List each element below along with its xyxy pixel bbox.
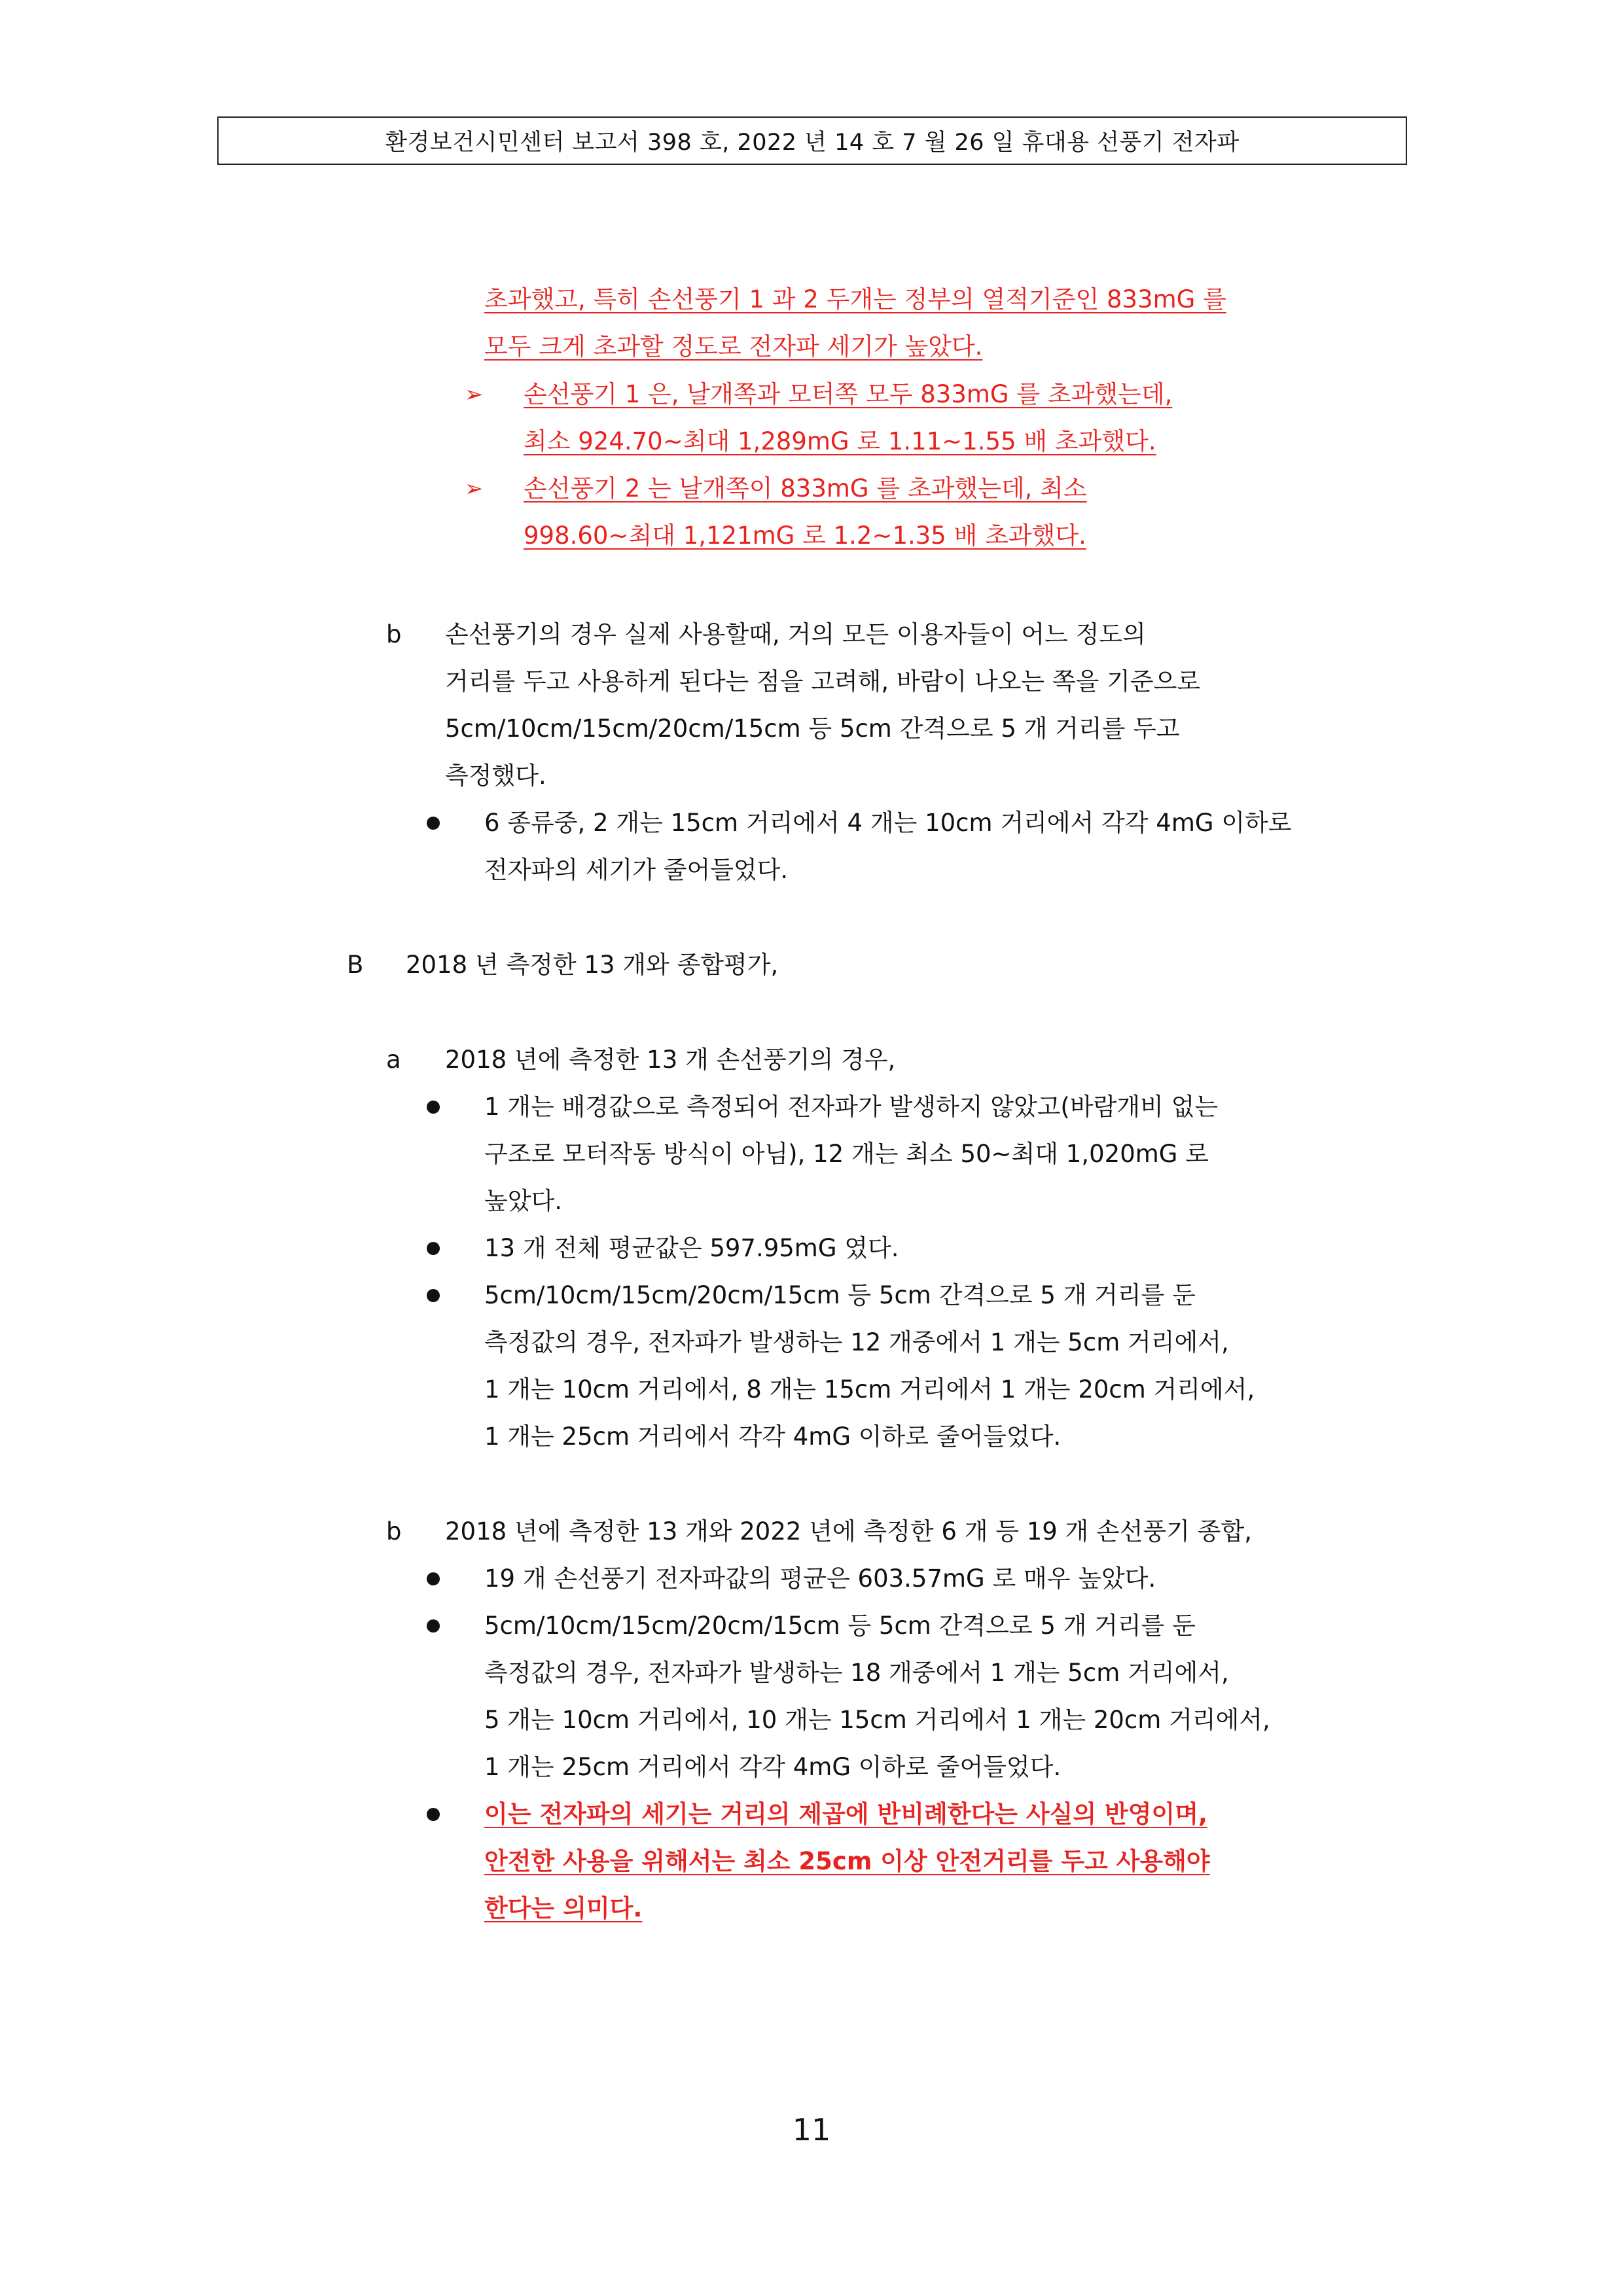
item-a-bullet-3-line-2: 측정값의 경우, 전자파가 발생하는 12 개중에서 1 개는 5cm 거리에서, <box>484 1328 1229 1356</box>
item-b1-line-3: 5cm/10cm/15cm/20cm/15cm 등 5cm 간격으로 5 개 거리를 두고 <box>445 715 1180 743</box>
section-B-title: 2018 년 측정한 13 개와 종합평가, <box>406 951 779 979</box>
arrow-bullet-icon: ➢ <box>465 381 484 408</box>
item-b1-line-2: 거리를 두고 사용하게 된다는 점을 고려해, 바람이 나오는 쪽을 기준으로 <box>445 667 1201 696</box>
page-number: 11 <box>792 2112 831 2147</box>
bullet-dot-icon <box>427 1619 440 1633</box>
item-b2-title: 2018 년에 측정한 13 개와 2022 년에 측정한 6 개 등 19 개 손선풍기 종합, <box>445 1517 1253 1545</box>
bullet-dot-icon <box>427 1572 440 1585</box>
bullet-dot-icon <box>427 1242 440 1255</box>
item-a-bullet-1-line-1: 1 개는 배경값으로 측정되어 전자파가 발생하지 않았고(바람개비 없는 <box>484 1093 1219 1121</box>
item-a-title: 2018 년에 측정한 13 개 손선풍기의 경우, <box>445 1046 896 1074</box>
item-marker-b: b <box>386 1517 402 1545</box>
bullet-dot-icon <box>427 1808 440 1821</box>
conclusion-line-2: 안전한 사용을 위해서는 최소 25cm 이상 안전거리를 두고 사용해야 <box>484 1847 1210 1875</box>
item-a-bullet-2-line-1: 13 개 전체 평균값은 597.95mG 였다. <box>484 1234 899 1262</box>
item-a-bullet-3-line-4: 1 개는 25cm 거리에서 각각 4mG 이하로 줄어들었다. <box>484 1422 1061 1451</box>
item-b2-bullet-2-line-3: 5 개는 10cm 거리에서, 10 개는 15cm 거리에서 1 개는 20cm 거리에서, <box>484 1706 1270 1734</box>
item-b1-bullet-line-2: 전자파의 세기가 줄어들었다. <box>484 856 789 884</box>
arrow-bullet-icon: ➢ <box>465 476 484 502</box>
conclusion-line-3: 한다는 의미다. <box>484 1894 643 1922</box>
report-header <box>217 116 1407 165</box>
item-b1-line-1: 손선풍기의 경우 실제 사용할때, 거의 모든 이용자들이 어느 정도의 <box>445 620 1146 648</box>
sub-item-2-line-1: 손선풍기 2 는 날개쪽이 833mG 를 초과했는데, 최소 <box>524 474 1087 503</box>
sub-item-2-line-2: 998.60~최대 1,121mG 로 1.2~1.35 배 초과했다. <box>524 521 1086 550</box>
bullet-dot-icon <box>427 1289 440 1302</box>
item-b2-bullet-2-line-2: 측정값의 경우, 전자파가 발생하는 18 개중에서 1 개는 5cm 거리에서, <box>484 1659 1229 1687</box>
bullet-dot-icon <box>427 1101 440 1114</box>
item-marker-a: a <box>386 1046 401 1074</box>
item-a-bullet-1-line-2: 구조로 모터작동 방식이 아님), 12 개는 최소 50~최대 1,020mG 로 <box>484 1140 1209 1168</box>
intro-line-1: 초과했고, 특히 손선풍기 1 과 2 두개는 정부의 열적기준인 833mG 를 <box>484 285 1226 313</box>
item-b1-line-4: 측정했다. <box>445 762 546 790</box>
sub-item-1-line-1: 손선풍기 1 은, 날개쪽과 모터쪽 모두 833mG 를 초과했는데, <box>524 380 1173 408</box>
item-b2-bullet-1-line-1: 19 개 손선풍기 전자파값의 평균은 603.57mG 로 매우 높았다. <box>484 1564 1156 1593</box>
item-b1-bullet-line-1: 6 종류중, 2 개는 15cm 거리에서 4 개는 10cm 거리에서 각각 4mG 이하로 <box>484 809 1292 837</box>
item-a-bullet-3-line-3: 1 개는 10cm 거리에서, 8 개는 15cm 거리에서 1 개는 20cm 거리에서, <box>484 1375 1255 1404</box>
intro-line-2: 모두 크게 초과할 정도로 전자파 세기가 높았다. <box>484 332 983 361</box>
item-a-bullet-1-line-3: 높았다. <box>484 1187 562 1215</box>
item-b2-bullet-2-line-1: 5cm/10cm/15cm/20cm/15cm 등 5cm 간격으로 5 개 거리를 둔 <box>484 1612 1196 1640</box>
conclusion-line-1: 이는 전자파의 세기는 거리의 제곱에 반비례한다는 사실의 반영이며, <box>484 1800 1207 1828</box>
item-a-bullet-3-line-1: 5cm/10cm/15cm/20cm/15cm 등 5cm 간격으로 5 개 거리를 둔 <box>484 1281 1196 1309</box>
section-marker-B: B <box>347 951 364 979</box>
item-marker-b: b <box>386 620 402 648</box>
item-b2-bullet-2-line-4: 1 개는 25cm 거리에서 각각 4mG 이하로 줄어들었다. <box>484 1753 1061 1781</box>
sub-item-1-line-2: 최소 924.70~최대 1,289mG 로 1.11~1.55 배 초과했다. <box>524 427 1156 455</box>
report-header-title: 환경보건시민센터 보고서 398 호, 2022 년 14 호 7 월 26 일 휴대용 선풍기 전자파 <box>385 130 1240 156</box>
bullet-dot-icon <box>427 817 440 830</box>
